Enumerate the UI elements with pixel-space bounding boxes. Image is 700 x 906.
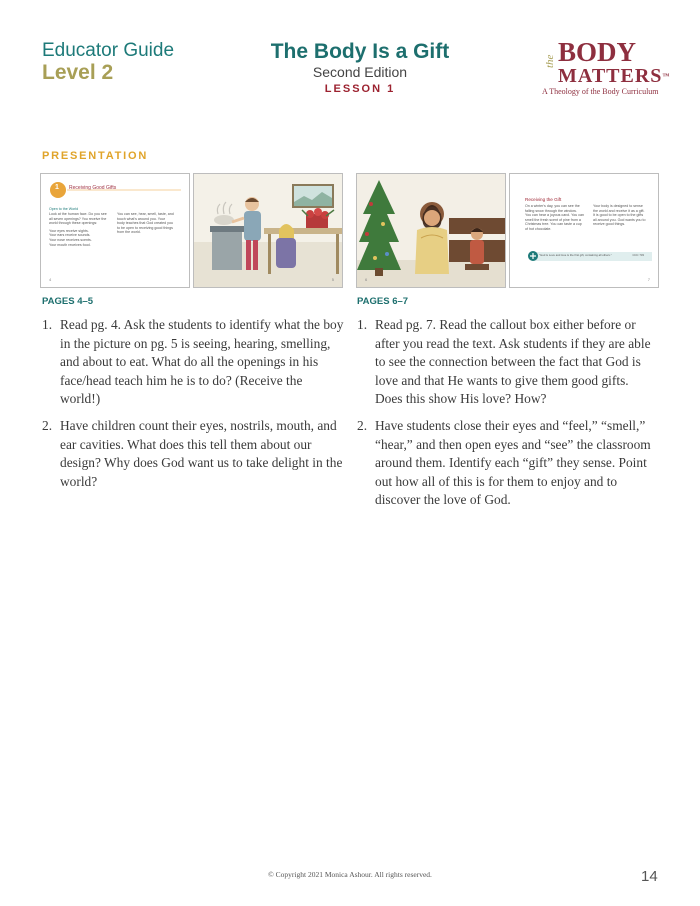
thumb-heading: Receiving the Gift: [525, 197, 562, 202]
thumb-page-num: 7: [647, 277, 650, 282]
christmas-girl-illustration: [357, 174, 506, 288]
list-item: [42, 316, 344, 409]
copyright-footer: © Copyright 2021 Monica Ashour. All rights reserved.: [268, 870, 432, 879]
thumb-page-num: 5: [331, 277, 334, 282]
list-text: Have children count their eyes, nostrils, mouth, and ear cavities. What does this tell them about our design? Why does God want us to take delight in the world?: [60, 417, 343, 489]
thumb-left-text: On a winter's day, you can see the falling snow through the window. You can hear a joyous carol. You can smell the fresh scent of pine from a Christmas tree. You can taste a cup of hot chocolate.: [525, 204, 585, 231]
guide-title: Educator Guide: [42, 40, 175, 61]
pages-6-7-label: PAGES 6–7: [357, 296, 409, 307]
header-left: [42, 40, 174, 85]
thumbnail-page-6: [356, 173, 506, 288]
thumb-page-num: 4: [49, 277, 52, 282]
thumb-left-text: Look at the human face. Do you see all seven openings? You receive the world through these openings: Your eyes receive sights. Your ears receive sounds. Your nose receives scents. Your mouth receives food.: [49, 212, 107, 247]
page-number: 14: [641, 868, 658, 885]
header-center: [230, 40, 490, 97]
list-item: [357, 316, 659, 409]
thumb-heading: Receiving Good Gifts: [69, 185, 117, 191]
thumb-right-text: You can see, hear, smell, taste, and touch what's around you. Your body teaches that God created you to be open to receiving good things from the world.: [117, 212, 174, 235]
thumbnail-page-7: [509, 173, 659, 288]
pages-4-5-list: [42, 316, 344, 499]
pages-6-7-list: [357, 316, 659, 518]
section-title: PRESENTATION: [42, 150, 149, 162]
list-number: 2.: [357, 417, 368, 433]
badge-number: 1: [55, 184, 59, 191]
list-number: 1.: [42, 317, 53, 332]
lesson-label: LESSON 1: [324, 83, 396, 95]
book-title: The Body Is a Gift: [270, 40, 450, 63]
plus-icon: [527, 250, 539, 262]
thumb-subheading: Open to the World: [49, 207, 79, 211]
list-text: Read pg. 7. Read the callout box either before or after you read the text. Ask students if they are able to see the connection between the fact that God is love and that He wants to give them good gifts. Does this show His love? How?: [375, 317, 651, 407]
callout-box: [534, 252, 652, 261]
logo-the: the: [544, 54, 556, 68]
list-number: 1.: [357, 317, 368, 332]
list-number: 2.: [42, 417, 53, 433]
callout-quote: "God is Love and love is the first gift, containing all others.": [539, 253, 612, 257]
boy-cooking-illustration: [194, 174, 343, 288]
list-text: Have students close their eyes and “feel,” “smell,” “hear,” and then open eyes and “see” the classroom around them. Identify each “gift” they sense. Point out how all of this is for them to enjoy and to discover the love of God.: [375, 417, 651, 508]
logo-matters: MATTERS™: [558, 65, 671, 87]
list-text: Read pg. 4. Ask the students to identify what the boy in the picture on pg. 5 is seeing, hearing, smelling, and about to eat. What do all the openings in his face/head teach him he is to do? (Receive the world!): [60, 317, 344, 407]
list-item: [42, 417, 344, 491]
thumbnail-page-4: [40, 173, 190, 288]
logo-body: BODY: [558, 37, 637, 67]
body-matters-logo: [540, 37, 671, 100]
thumb-right-text: Your body is designed to sense the world and receive it as a gift. It is good to be open to the gifts all around you. God wants you to receive good things.: [593, 204, 646, 227]
list-item: [357, 417, 659, 510]
edition-label: Second Edition: [312, 64, 408, 80]
thumbnail-page-5: [193, 173, 343, 288]
logo-tagline: A Theology of the Body Curriculum: [542, 87, 659, 96]
callout-ref: CCC 733: [632, 253, 644, 257]
pages-4-5-label: PAGES 4–5: [42, 296, 94, 307]
thumb-page-num: 6: [365, 277, 368, 282]
level-title: Level 2: [42, 61, 114, 84]
